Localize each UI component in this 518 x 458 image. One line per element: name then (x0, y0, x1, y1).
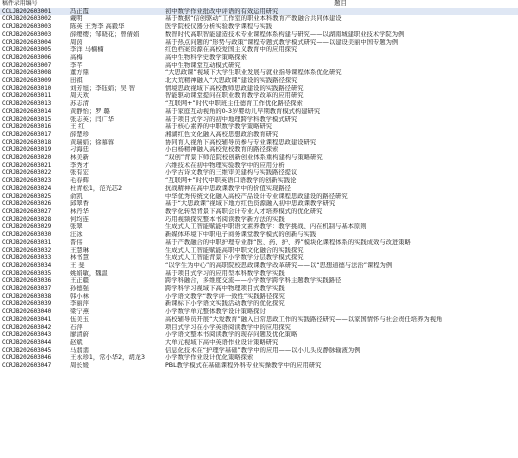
title-cell[interactable]: 高中生物科学史教学策略探索 (165, 53, 247, 61)
author-cell[interactable]: 姚娟敏，魏温 (70, 269, 108, 277)
author-cell[interactable]: 杜青松1，范光芯2 (70, 184, 123, 192)
author-cell[interactable]: 李秀才 (70, 161, 89, 169)
title-cell[interactable]: 生成式人工智能背景下小学数学分层教学模式探究 (165, 254, 304, 262)
title-cell[interactable]: “以学生为中心”的高职院校思政课教学改革研究——以“思想道德与法治”课程为例 (165, 261, 393, 269)
code-cell[interactable]: CCRJB202603011 (2, 92, 52, 100)
table-row[interactable] (0, 23, 518, 31)
author-cell[interactable]: 黄静怡；罗 璐 (70, 107, 110, 115)
title-cell[interactable]: 小学数学作业设计优化策略探索 (165, 354, 254, 362)
title-cell[interactable]: 教学化转型背景下高职会计专业人才培养模式的优化研究 (165, 207, 323, 215)
title-cell[interactable]: 小学语文整本书阅读教学的现存问题及优化策略 (165, 331, 298, 339)
code-cell[interactable]: CCRJB202603044 (2, 338, 52, 346)
code-cell[interactable]: CCRJB202603008 (2, 69, 52, 77)
title-cell[interactable]: “互联网+”时代中职英语口语教学的创新实践论 (165, 177, 297, 185)
table-row[interactable] (0, 208, 518, 216)
table-row[interactable] (0, 239, 518, 247)
code-cell[interactable]: CCRJB202603039 (2, 300, 52, 308)
author-cell[interactable]: 王 红 (70, 123, 85, 131)
code-cell[interactable]: CCRJB202603019 (2, 146, 52, 154)
table-row[interactable] (0, 92, 518, 100)
author-cell[interactable]: 周天欢 (70, 92, 89, 100)
code-cell[interactable]: CCRJB202603023 (2, 177, 52, 185)
author-cell[interactable]: 董方鼎 (70, 69, 89, 77)
table-row[interactable] (0, 123, 518, 131)
code-cell[interactable]: CCRJB202603027 (2, 207, 52, 215)
table-row[interactable] (0, 100, 518, 108)
table-row[interactable] (0, 116, 518, 124)
author-cell[interactable]: 邱翠香 (70, 200, 89, 208)
table-row[interactable] (0, 247, 518, 255)
author-cell[interactable]: 高梅 (70, 53, 83, 61)
table-row[interactable] (0, 293, 518, 301)
title-cell[interactable]: 基于项目式学习的初中地理跨学科教学模式研究 (165, 115, 298, 123)
author-cell[interactable]: 李芊 (70, 61, 83, 69)
code-cell[interactable]: CCRJB202603018 (2, 138, 52, 146)
code-cell[interactable]: CCRJB202603004 (2, 38, 52, 46)
code-cell[interactable]: CCRJB202603033 (2, 254, 52, 262)
table-row[interactable] (0, 331, 518, 339)
author-cell[interactable]: 苏志清 (70, 100, 89, 108)
title-cell[interactable]: 初中数学作业批改中评语的有效运用研究 (163, 8, 518, 16)
table-row[interactable] (0, 15, 518, 23)
code-cell[interactable]: CCRJB202603029 (2, 223, 52, 231)
table-row[interactable] (0, 39, 518, 47)
author-cell[interactable]: 李洋 马楠楠 (70, 46, 104, 54)
code-cell[interactable]: CCRJB202603046 (2, 354, 52, 362)
author-cell[interactable]: 张翠 (70, 223, 83, 231)
code-cell[interactable]: CCRJB202603010 (2, 84, 52, 92)
code-cell[interactable]: CCRJB202603026 (2, 200, 52, 208)
code-cell[interactable]: CCRJB202603043 (2, 331, 52, 339)
header-author[interactable] (68, 0, 163, 8)
title-cell[interactable]: “互联网+”时代中职班主任德育工作优化路径探索 (165, 100, 303, 108)
table-row[interactable] (0, 193, 518, 201)
author-cell[interactable]: 毛春辉 (70, 177, 89, 185)
title-cell[interactable]: “大思政课”视域下大学生职业发展与就业指导课程体系优化研究 (165, 69, 342, 77)
table-row[interactable] (0, 146, 518, 154)
code-cell[interactable]: CCRJB202603015 (2, 115, 52, 123)
author-cell[interactable]: 石萍 (70, 323, 83, 331)
author-cell[interactable]: 伍美玉 (70, 315, 89, 323)
code-cell[interactable]: CCRJB202603036 (2, 277, 52, 285)
code-cell[interactable]: CCRJB202603007 (2, 61, 52, 69)
title-cell[interactable]: 小学数学单元整体教学设计策略探讨 (165, 308, 266, 316)
table-row[interactable] (0, 223, 518, 231)
table-row[interactable] (0, 85, 518, 93)
author-cell[interactable]: 孙德强 (70, 285, 89, 293)
author-cell[interactable]: 黄瑞娟；徐慕蓉 (70, 138, 115, 146)
author-cell[interactable]: 薛缨缨；邹晓花；曾倩娟 (70, 30, 140, 38)
code-cell[interactable]: CCRJB202603031 (2, 238, 52, 246)
title-cell[interactable]: 生成式人工智能赋能高职中职文化融合的实践探究 (165, 246, 304, 254)
title-cell[interactable]: 新媒体环境下中职电子商务课堂教学模式的创新与实践 (165, 231, 317, 239)
title-cell[interactable]: 基于热点问题的“形势与政策”课程专题式教学模式研究——以建设美丽中国专题为例 (165, 38, 399, 46)
author-cell[interactable]: 张有宏 (70, 169, 89, 177)
code-cell[interactable]: CCRJB202603014 (2, 107, 52, 115)
author-cell[interactable]: 俞凯 (70, 192, 83, 200)
code-cell[interactable]: CCRJB202603038 (2, 292, 52, 300)
author-cell[interactable]: 李丽萍 (70, 300, 89, 308)
title-cell[interactable]: 智能驱动课堂提问在职业教育教学改革的应用研究 (165, 92, 304, 100)
table-row[interactable] (0, 162, 518, 170)
table-row[interactable] (0, 62, 518, 70)
code-cell[interactable]: CCRJB202603003 (2, 23, 52, 31)
author-cell[interactable]: 王慧琳 (70, 246, 89, 254)
title-cell[interactable]: 大单元视域下高中英语作业设计策略研究 (165, 338, 279, 346)
code-cell[interactable]: CCRJB202603025 (2, 192, 52, 200)
table-row[interactable] (0, 54, 518, 62)
author-cell[interactable]: 王正疆 (70, 277, 89, 285)
table-row[interactable] (0, 177, 518, 185)
title-cell[interactable]: 抗战精神在高中思政课教学中的价值实现路径 (165, 184, 291, 192)
code-cell[interactable]: CCRJB202603028 (2, 215, 52, 223)
title-cell[interactable]: 项目式学习在小学英语阅读教学中的应用探究 (165, 323, 291, 331)
title-cell[interactable]: 医学院校仪器分析实验教学课程与实践 (165, 23, 273, 31)
table-row[interactable] (0, 254, 518, 262)
table-row[interactable] (0, 354, 518, 362)
author-cell[interactable]: 周茵 (70, 38, 83, 46)
code-cell[interactable]: CCRJB202603020 (2, 154, 52, 162)
code-cell[interactable]: CCRJB202603047 (2, 362, 52, 370)
code-cell[interactable]: CCRJB202603016 (2, 123, 52, 131)
author-cell[interactable]: 晋伟 (70, 238, 83, 246)
author-cell[interactable]: 张志英；闫广华 (70, 115, 115, 123)
table-row[interactable] (0, 347, 518, 355)
code-cell[interactable]: CCRJB202603040 (2, 308, 52, 316)
author-cell[interactable]: 刁海廷 (70, 146, 89, 154)
title-cell[interactable]: 基于核心素养的中职数学教学策略研究 (165, 123, 273, 131)
code-cell[interactable]: CCRJB202603003 (2, 30, 52, 38)
title-cell[interactable]: 高中生物课堂互动模式研究 (165, 61, 241, 69)
author-cell[interactable]: 刘芳旭；李钰娟；吴 智 (70, 84, 135, 92)
title-cell[interactable]: 小白杨精神融入高校党校教育的路径探索 (165, 146, 279, 154)
code-cell[interactable]: CCRJB202603013 (2, 100, 52, 108)
code-cell[interactable]: CCRJB202603024 (2, 184, 52, 192)
table-row[interactable] (0, 31, 518, 39)
table-row[interactable] (0, 231, 518, 239)
table-row[interactable] (0, 154, 518, 162)
author-cell[interactable]: 梁宁燕 (70, 308, 89, 316)
code-cell[interactable]: CCRJB202603032 (2, 246, 52, 254)
table-row[interactable] (0, 131, 518, 139)
author-cell[interactable]: 薛楚珍 (70, 130, 89, 138)
title-cell[interactable]: 六维技术在初中物理实验教学中的应用分析 (165, 161, 285, 169)
title-cell[interactable]: 红色档案资源在高校爱国主义教育中的应用探究 (165, 46, 298, 54)
code-cell[interactable]: CCRJB202603030 (2, 231, 52, 239)
header-code[interactable]: 稿件录用编号 (2, 0, 38, 7)
title-cell[interactable]: 高校辅导员开展“大爱教育”融入日常思政工作的实践路径研究——以家国情怀与社会责任培养为视角 (165, 315, 443, 323)
table-row[interactable] (0, 285, 518, 293)
code-cell[interactable]: CCRJB202603009 (2, 77, 52, 85)
author-cell[interactable]: 冯正霞 (68, 8, 163, 16)
code-cell[interactable]: CCRJB202603042 (2, 323, 52, 331)
table-row[interactable] (0, 77, 518, 85)
table-row[interactable] (0, 8, 518, 16)
author-cell[interactable]: 田祺 (70, 77, 83, 85)
author-cell[interactable]: 马翡翡 (70, 346, 89, 354)
title-cell[interactable]: 中华优秀传统文化融入高校产品设计专业课程思政建设的路径研究 (165, 192, 348, 200)
table-row[interactable] (0, 324, 518, 332)
author-cell[interactable]: 何均连 (70, 215, 89, 223)
table-row[interactable] (0, 185, 518, 193)
author-cell[interactable]: 林书慧 (70, 254, 89, 262)
title-cell[interactable]: 情境思政视域下高校教师思政建设的实践路径研究 (165, 84, 304, 92)
author-cell[interactable]: 韩小林 (70, 292, 89, 300)
code-cell[interactable]: CCRJB202603045 (2, 346, 52, 354)
table-row[interactable] (0, 139, 518, 147)
title-cell[interactable]: 基于“大思政课”视域下地方红色资源融入初中思政课教学研究 (165, 200, 336, 208)
header-row (0, 0, 518, 8)
table-row[interactable] (0, 200, 518, 208)
code-cell[interactable]: CCRJB202603034 (2, 261, 52, 269)
title-cell[interactable]: 数智时代高职智能建造技术专业课程体系构建与研究——以湖南城建职业技术学院为例 (165, 30, 405, 38)
author-cell[interactable]: 陈英 王秀李 高毅华 (70, 23, 125, 31)
author-cell[interactable]: 王 斐 (70, 261, 85, 269)
code-cell[interactable]: CCRJB202603037 (2, 285, 52, 293)
title-cell[interactable]: 跨学科融合，多维度交流——小学数学跨学科主题教学实践路径 (165, 277, 342, 285)
code-cell[interactable]: CCRJB202603035 (2, 269, 52, 277)
title-cell[interactable]: 北大荒精神融入“大思政课”建设的实践路径探究 (165, 77, 298, 85)
title-cell[interactable]: 湘湖红色文化融入高校思想政治教育研究 (165, 130, 279, 138)
author-cell[interactable]: 戴明 (70, 15, 83, 23)
table-row[interactable] (0, 277, 518, 285)
table-row[interactable] (0, 339, 518, 347)
code-cell[interactable]: CCRJB202603022 (2, 169, 52, 177)
title-cell[interactable]: 新课标下小学语文实践活动教学的优化探究 (165, 300, 285, 308)
header-title[interactable]: 题目 (334, 0, 347, 7)
table-row[interactable] (0, 169, 518, 177)
title-cell[interactable]: “双创”背景下师范院校创新创业体系重构建构与策略研究 (165, 154, 323, 162)
title-cell[interactable]: 巧用视频探究整本书阅读教学新方法的实践 (165, 215, 285, 223)
title-cell[interactable]: 基于项目式学习的应用型本科数学教学实践 (165, 269, 285, 277)
author-cell[interactable]: 林美新 (70, 154, 89, 162)
table-row[interactable] (0, 69, 518, 77)
code-cell[interactable]: CCRJB202603041 (2, 315, 52, 323)
title-cell[interactable]: 生成式人工智能赋能中职语文素养教学：教学挑战、内在机制与基本原则 (165, 223, 367, 231)
code-cell[interactable]: CCRJB202603002 (2, 15, 52, 23)
title-cell[interactable]: 基于家庭互动视角的0-3岁婴幼儿早期教育模式构建研究 (165, 107, 321, 115)
title-cell[interactable]: 小学语文教学“教学评一致性”实践路径探究 (165, 292, 285, 300)
title-cell[interactable]: 基于数据“信创驱动”工作室的职业本科教育产教融合共同体建设 (165, 15, 342, 23)
table-row[interactable] (0, 270, 518, 278)
author-cell[interactable]: 周长媛 (70, 362, 89, 370)
table-row[interactable] (0, 300, 518, 308)
table-row[interactable] (0, 216, 518, 224)
table-row[interactable] (0, 262, 518, 270)
author-cell[interactable]: 赵斌 (70, 338, 83, 346)
title-cell[interactable]: PBL教学模式在基础课程外科专业实操教学中的应用研究 (165, 362, 322, 370)
author-cell[interactable]: 汪冰 (70, 231, 83, 239)
title-cell[interactable]: 信息化技术在“护理学基础”教学中的应用——以小儿头皮静脉输液为例 (165, 346, 361, 354)
table-row[interactable] (0, 316, 518, 324)
code-cell[interactable]: CCRJB202603005 (2, 46, 52, 54)
table-row[interactable] (0, 362, 518, 370)
title-cell[interactable]: 跨学科学习视域下高中物理项目式教学实践 (165, 285, 285, 293)
author-cell[interactable]: 王永珍1，常小华2，胡龙3 (70, 354, 145, 362)
author-cell[interactable]: 廖清蔚 (70, 331, 89, 339)
code-cell[interactable]: CCRJB202603021 (2, 161, 52, 169)
code-cell[interactable]: CCRJB202603006 (2, 53, 52, 61)
table-row[interactable] (0, 46, 518, 54)
code-cell[interactable]: CCRJB202603017 (2, 130, 52, 138)
table-row[interactable] (0, 308, 518, 316)
author-cell[interactable]: 林丹华 (70, 207, 89, 215)
title-cell[interactable]: 小学古诗文教学的三维审美建构与实践路径提议 (165, 169, 298, 177)
table-row[interactable] (0, 108, 518, 116)
title-cell[interactable]: 基于产教融合的中职护理专业群“医、药、护、养”模块化课程体系的实践成效与改进策略 (165, 238, 411, 246)
code-cell[interactable]: CCLJB202603001 (0, 8, 68, 16)
title-cell[interactable]: 协同育人视角下高校辅导员参与专业课程思政建设研究 (165, 138, 317, 146)
